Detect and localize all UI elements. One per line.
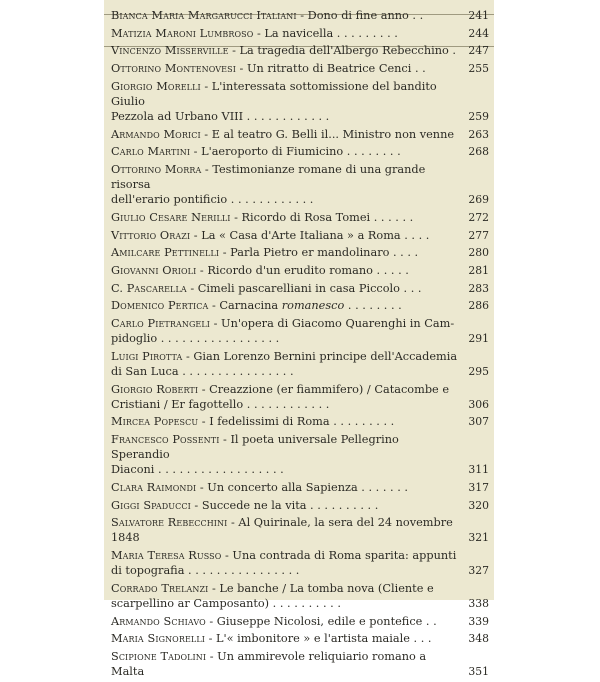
leader-dots: . . . . . . . . . . . . . . . . bbox=[184, 564, 300, 578]
toc-entry bbox=[111, 581, 489, 611]
entry-title: - Creazzione (er fiammifero) / Catacombe e bbox=[198, 382, 450, 396]
toc-entry bbox=[111, 26, 489, 41]
table-of-contents bbox=[111, 8, 489, 682]
leader-dots: . . . . . . . . . . . . bbox=[227, 193, 314, 207]
leader-dots: . . . . . . . . . . bbox=[269, 596, 341, 610]
entry-author: Giorgio Morelli bbox=[111, 79, 201, 93]
toc-entry bbox=[111, 298, 489, 313]
leader-dots: . . . . bbox=[389, 246, 419, 260]
entry-author: Francesco Possenti bbox=[111, 433, 220, 447]
entry-title: - Una contrada di Roma sparita: appunti bbox=[221, 549, 457, 563]
entry-title: - L'« imbonitore » e l'artista maiale bbox=[205, 632, 410, 646]
entry-title: - Un concerto alla Sapienza bbox=[196, 480, 358, 494]
entry-title-continued: di San Luca bbox=[111, 364, 179, 378]
toc-entry bbox=[111, 515, 489, 545]
toc-entry bbox=[111, 316, 489, 346]
entry-author: Maria Signorelli bbox=[111, 632, 205, 646]
entry-title-continued: dell'erario pontificio bbox=[111, 193, 228, 207]
entry-page-number: 307 bbox=[468, 415, 489, 429]
toc-entry bbox=[111, 631, 489, 646]
entry-author: C. Pascarella bbox=[111, 281, 187, 295]
entry-page-number: 327 bbox=[468, 564, 489, 578]
entry-title: - Cimeli pascarelliani in casa Piccolo bbox=[186, 281, 400, 295]
toc-entry bbox=[111, 245, 489, 260]
toc-entry bbox=[111, 228, 489, 243]
entry-page-number: 348 bbox=[468, 632, 489, 646]
entry-title-continued: Cristiani / Er fagottello bbox=[111, 397, 244, 411]
entry-page-number: 286 bbox=[468, 299, 489, 313]
toc-entry bbox=[111, 382, 489, 412]
leader-dots: . . . . . . . . . . . . . . . . bbox=[178, 364, 294, 378]
entry-author: Vincenzo Misserville bbox=[111, 44, 229, 58]
leader-dots: . . . . . . . . . . . . . . . . . . bbox=[154, 463, 284, 477]
leader-dots: . . bbox=[411, 62, 426, 76]
leader-dots: . . bbox=[422, 614, 437, 628]
entry-title-italic: romanesco bbox=[281, 299, 345, 313]
entry-author: Giorgio Roberti bbox=[111, 382, 199, 396]
entry-title: - E al teatro G. Belli il... Ministro non venne bbox=[200, 127, 455, 141]
entry-page-number: 311 bbox=[468, 463, 489, 477]
entry-author: Salvatore Rebecchini bbox=[111, 516, 228, 530]
entry-author: Matizia Maroni Lumbroso bbox=[111, 26, 254, 40]
leader-dots: . bbox=[448, 44, 456, 58]
toc-entry bbox=[111, 8, 489, 23]
entry-page-number: 351 bbox=[468, 665, 489, 679]
entry-title: - La navicella bbox=[253, 26, 334, 40]
entry-title: - Dono di fine anno bbox=[296, 9, 409, 22]
leader-dots: . . . bbox=[409, 632, 432, 646]
entry-title-continued: Diaconi bbox=[111, 463, 155, 477]
toc-entry bbox=[111, 61, 489, 76]
entry-page-number: 317 bbox=[468, 480, 489, 494]
entry-page-number: 339 bbox=[468, 614, 489, 628]
entry-title: - L'interessata sottomissione del bandito Giulio bbox=[111, 79, 437, 108]
entry-author: Giulio Cesare Nerilli bbox=[111, 210, 231, 224]
entry-page-number: 306 bbox=[468, 397, 489, 411]
entry-page-number: 269 bbox=[468, 193, 489, 207]
leader-dots: . . . . . . . . . . . . bbox=[243, 397, 330, 411]
entry-title-continued: Pezzola ad Urbano VIII bbox=[111, 109, 244, 123]
leader-dots: . . . . . . . . . bbox=[329, 415, 395, 429]
entry-page-number: 295 bbox=[468, 364, 489, 378]
toc-entry bbox=[111, 548, 489, 578]
entry-title: - Il poeta universale Pellegrino Sperandio bbox=[111, 433, 399, 462]
entry-page-number: 244 bbox=[468, 26, 489, 40]
toc-entry bbox=[111, 480, 489, 495]
entry-author: Corrado Trelanzi bbox=[111, 581, 209, 595]
entry-title: - Un'opera di Giacomo Quarenghi in Cam- bbox=[210, 317, 455, 330]
entry-author: Maria Teresa Russo bbox=[111, 549, 222, 563]
entry-title: - Carnacina bbox=[208, 299, 282, 313]
entry-title: - Le banche / La tomba nova (Cliente e bbox=[208, 581, 434, 595]
entry-title: - L'aeroporto di Fiumicino bbox=[190, 145, 344, 159]
toc-entry bbox=[111, 210, 489, 225]
entry-author: Clara Raimondi bbox=[111, 480, 197, 494]
entry-title: - Ricordo di Rosa Tomei bbox=[230, 210, 371, 224]
entry-title: - La tragedia dell'Albergo Rebecchino bbox=[228, 44, 449, 58]
entry-page-number: 291 bbox=[468, 332, 489, 346]
toc-entry bbox=[111, 281, 489, 296]
entry-author: Domenico Pertica bbox=[111, 299, 209, 313]
entry-author: Ottorino Montenovesi bbox=[111, 62, 236, 76]
toc-entry bbox=[111, 144, 489, 159]
entry-title-continued: scarpellino ar Camposanto) bbox=[111, 596, 270, 610]
entry-author: Carlo Martini bbox=[111, 145, 191, 159]
entry-page-number: 247 bbox=[468, 44, 489, 58]
entry-title: - I fedelissimi di Roma bbox=[198, 415, 330, 429]
entry-page-number: 268 bbox=[468, 145, 489, 159]
toc-entry bbox=[111, 349, 489, 379]
toc-entry bbox=[111, 414, 489, 429]
leader-dots: . . . . . . . . . bbox=[333, 26, 398, 40]
toc-entry bbox=[111, 43, 489, 58]
entry-author: Carlo Pietrangeli bbox=[111, 317, 211, 330]
entry-title: - Al Quirinale, la sera del 24 novembre 1848 bbox=[111, 516, 453, 545]
entry-title: - Testimonianze romane di una grande risorsa bbox=[111, 163, 426, 192]
entry-title-continued: pidoglio bbox=[111, 332, 158, 346]
leader-dots: . . . . . . . . . . . . . . . . . bbox=[157, 332, 280, 346]
entry-page-number: 283 bbox=[468, 281, 489, 295]
leader-dots: . . . . bbox=[400, 228, 430, 242]
toc-entry bbox=[111, 263, 489, 278]
entry-title: - Parla Pietro er mandolinaro bbox=[219, 246, 390, 260]
entry-title: - Un ritratto di Beatrice Cenci bbox=[235, 62, 412, 76]
leader-dots: . . . . . . . . bbox=[343, 145, 401, 159]
toc-entry bbox=[111, 498, 489, 513]
entry-title-continued: di topografia bbox=[111, 564, 185, 578]
toc-entry bbox=[111, 79, 489, 124]
entry-page-number: 272 bbox=[468, 210, 489, 224]
entry-author: Giggi Spaducci bbox=[111, 498, 191, 512]
entry-page-number: 241 bbox=[468, 9, 489, 22]
entry-author: Vittorio Orazi bbox=[111, 228, 191, 242]
entry-page-number: 259 bbox=[468, 109, 489, 123]
entry-title: - Giuseppe Nicolosi, edile e pontefice bbox=[205, 614, 423, 628]
entry-page-number: 263 bbox=[468, 127, 489, 141]
leader-dots: . . . . . bbox=[372, 263, 409, 277]
entry-title: - Un ammirevole reliquiario romano a Malta bbox=[111, 650, 427, 679]
toc-entry bbox=[111, 127, 489, 142]
entry-title: - Succede ne la vita bbox=[190, 498, 307, 512]
entry-title: - La « Casa d'Arte Italiana » a Roma bbox=[190, 228, 401, 242]
toc-entry bbox=[111, 432, 489, 477]
leader-dots: . . bbox=[408, 9, 424, 22]
toc-entry bbox=[111, 614, 489, 629]
leader-dots: . . . . . . . . . . . . bbox=[243, 109, 330, 123]
toc-entry bbox=[111, 649, 489, 679]
leader-dots: . . . . . . bbox=[370, 210, 414, 224]
entry-page-number: 338 bbox=[468, 596, 489, 610]
leader-dots: . . . . . . . bbox=[357, 480, 408, 494]
entry-author: Armando Morici bbox=[111, 127, 201, 141]
leader-dots: . . . . . . . . . . bbox=[306, 498, 379, 512]
entry-page-number: 255 bbox=[468, 62, 489, 76]
entry-author: Giovanni Orioli bbox=[111, 263, 197, 277]
entry-author: Armando Schiavo bbox=[111, 614, 206, 628]
entry-page-number: 281 bbox=[468, 263, 489, 277]
entry-title: - Gian Lorenzo Bernini principe dell'Accademia bbox=[182, 349, 458, 363]
entry-author: Amilcare Pettinelli bbox=[111, 246, 220, 260]
entry-author: Mircea Popescu bbox=[111, 415, 199, 429]
entry-page-number: 280 bbox=[468, 246, 489, 260]
entry-page-number: 320 bbox=[468, 498, 489, 512]
entry-author: Ottorino Morra bbox=[111, 163, 202, 176]
toc-entry bbox=[111, 162, 489, 207]
entry-page-number: 277 bbox=[468, 228, 489, 242]
entry-author: Luigi Pirotta bbox=[111, 349, 183, 363]
entry-author: Bianca Maria Margarucci Italiani bbox=[111, 9, 297, 22]
entry-title: - Ricordo d'un erudito romano bbox=[196, 263, 373, 277]
entry-page-number: 321 bbox=[468, 531, 489, 545]
entry-author: Scipione Tadolini bbox=[111, 650, 207, 663]
leader-dots: . . . bbox=[399, 281, 422, 295]
leader-dots: . . . . . . . . bbox=[344, 299, 402, 313]
